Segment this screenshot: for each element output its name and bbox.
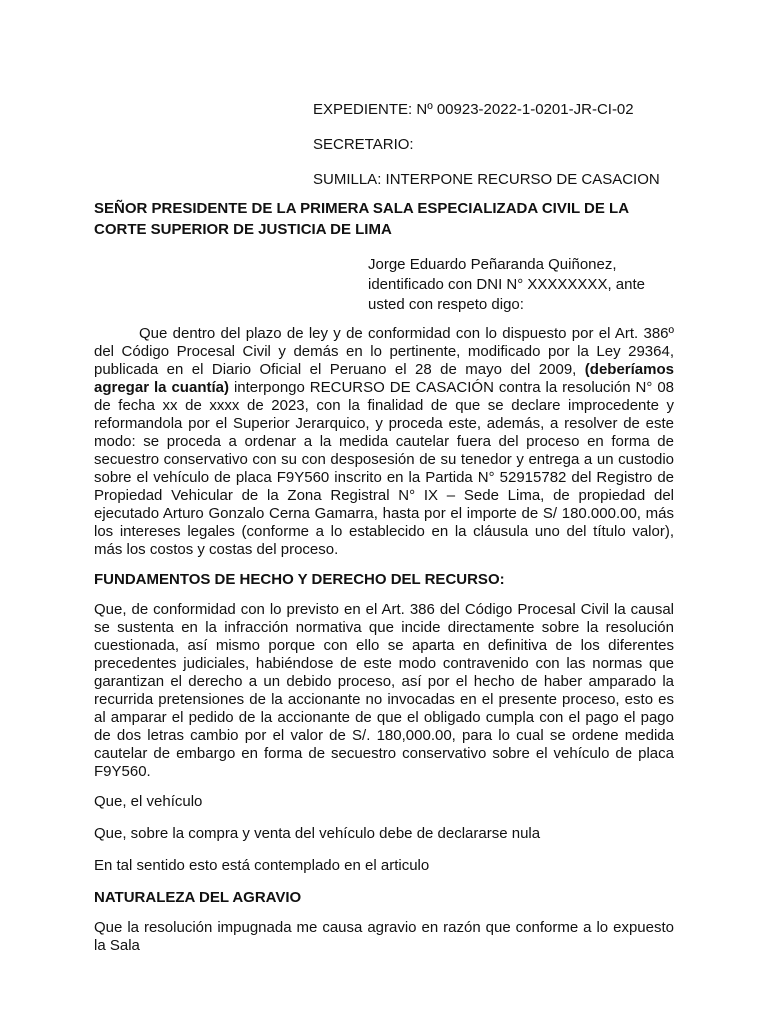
expediente-line: EXPEDIENTE: Nº 00923-2022-1-0201-JR-CI-02 (313, 101, 634, 118)
secretario-line: SECRETARIO: (313, 136, 414, 153)
fundamentos-line-articulo: En tal sentido esto está contemplado en el articulo (94, 857, 430, 874)
fundamentos-paragraph: Que, de conformidad con lo previsto en el Art. 386 del Código Procesal Civil la causal se sustenta en la infracción normativa que incide directamente sobre la resolución cuestionada, así mismo porque con ello se aparta en definitiva de los diferentes precedentes judiciales, habiéndose de este modo contravenido con las normas que garantizan el derecho a un debido proceso, así por el hecho de haber amparado la recurrida pretensiones de la accionante no invocadas en el presente proceso, esto es al amparar el pedido de la accionante de que el obligado cumpla con el pago el pago de dos letras cambio por el valor de S/. 180,000.00, para lo cual se ordene medida cautelar de embargo en forma de secuestro conservativo sobre el vehículo de placa F9Y560. (94, 601, 674, 780)
case-header (313, 100, 733, 205)
petition-text-part2: interpongo RECURSO DE CASACIÓN contra la resolución N° 08 de fecha xx de xxxx de 2023, con la finalidad de que se declare improcedente y reformandola por el Superior Jerarquico, y proceda este, además, a resolver de este modo: se proceda a ordenar a la medida cautelar fuera del proceso en forma de secuestro conservativo con su con desposesión de su tenedor y entrega a un custodio sobre el vehículo de placa F9Y560 inscrito en la Partida N° 52915782 del Registro de Propiedad Vehicular de la Zona Registral N° IX – Sede Lima, de propiedad del ejecutado Arturo Gonzalo Cerna Gamarra, hasta por el importe de S/ 180.000.00, más los intereses legales (conforme a lo establecido en la cláusula uno del título valor), más los costos y costas del proceso. (94, 379, 674, 558)
document-body (94, 325, 674, 967)
agravio-paragraph: Que la resolución impugnada me causa agravio en razón que conforme a lo expuesto la Sala (94, 919, 674, 954)
agravio-heading: NATURALEZA DEL AGRAVIO (94, 889, 302, 906)
petition-paragraph (94, 325, 674, 559)
sumilla-line: SUMILLA: INTERPONE RECURSO DE CASACION (313, 171, 660, 188)
petitioner-intro: Jorge Eduardo Peñaranda Quiñonez, identificado con DNI N° XXXXXXXX, ante usted con respeto digo: (368, 256, 645, 313)
addressee-heading: SEÑOR PRESIDENTE DE LA PRIMERA SALA ESPECIALIZADA CIVIL DE LA CORTE SUPERIOR DE JUSTICIA DE LIMA (94, 200, 629, 238)
fundamentos-heading: FUNDAMENTOS DE HECHO Y DERECHO DEL RECURSO: (94, 571, 505, 588)
petition-bold-note: (deberíamos agregar la cuantía) (94, 361, 674, 396)
petition-text-part1: Que dentro del plazo de ley y de conformidad con lo dispuesto por el Art. 386º del Código Procesal Civil y demás en lo pertinente, modificado por la Ley 29364, publicada en el Diario Oficial el Peruano el 28 de mayo del 2009, (94, 325, 674, 378)
fundamentos-line-compraventa: Que, sobre la compra y venta del vehículo debe de declararse nula (94, 825, 541, 842)
fundamentos-line-vehiculo: Que, el vehículo (94, 793, 203, 810)
